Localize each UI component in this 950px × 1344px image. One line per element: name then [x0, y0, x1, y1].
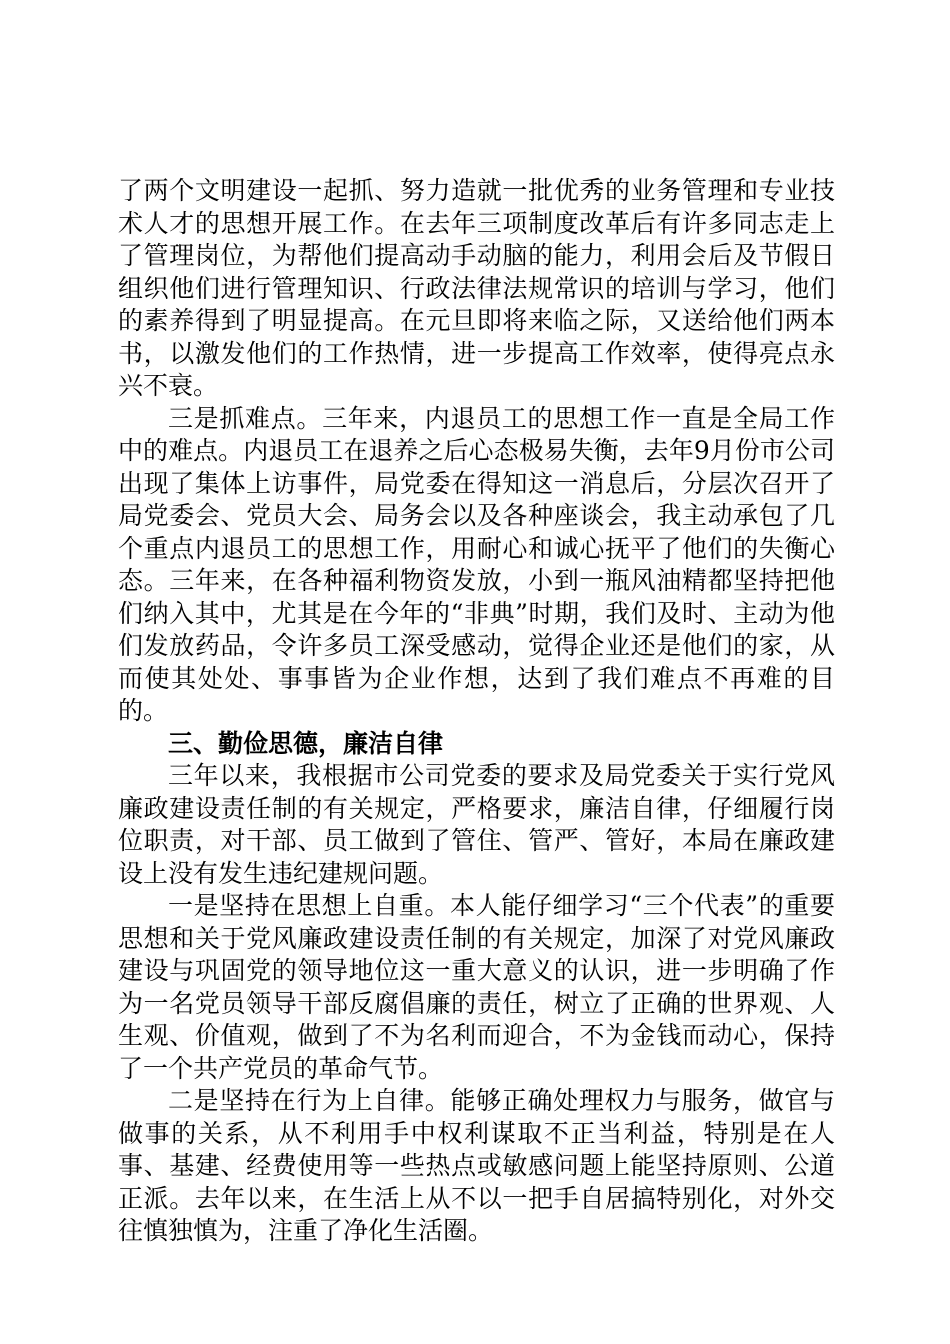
paragraph-difficult-points: 三是抓难点。三年来，内退员工的思想工作一直是全局工作中的难点。内退员工在退养之后心态极易失衡，去年9月份市公司出现了集体上访事件，局党委在得知这一消息后，分层次召开了局党委会、党员大会、局务会以及各种座谈会，我主动承包了几个重点内退员工的思想工作，用耐心和诚心抚平了他们的失衡心态。三年来，在各种福利物资发放，小到一瓶风油精都坚持把他们纳入其中，尤其是在今年的“非典”时期，我们及时、主动为他们发放药品，令许多员工深受感动，觉得企业还是他们的家，从而使其处处、事事皆为企业作想，达到了我们难点不再难的目的。 [118, 403, 835, 725]
paragraph-continuation: 了两个文明建设一起抓、努力造就一批优秀的业务管理和专业技术人才的思想开展工作。在去年三项制度改革后有许多同志走上了管理岗位，为帮他们提高动手动脑的能力，利用会后及节假日组织他们进行管理知识、行政法律法规常识的培训与学习，他们的素养得到了明显提高。在元旦即将来临之际，又送给他们两本书，以激发他们的工作热情，进一步提高工作效率，使得亮点永兴不衰。 [118, 176, 835, 400]
paragraph-self-respect: 一是坚持在思想上自重。本人能仔细学习“三个代表”的重要思想和关于党风廉政建设责任制的有关规定，加深了对党风廉政建设与巩固党的领导地位这一重大意义的认识，进一步明确了作为一名党员领导干部反腐倡廉的责任，树立了正确的世界观、人生观、价值观，做到了不为名利而迎合，不为金钱而动心，保持了一个共产党员的革命气节。 [118, 891, 835, 1083]
paragraph-section-intro: 三年以来，我根据市公司党委的要求及局党委关于实行党风廉政建设责任制的有关规定，严格要求，廉洁自律，仔细履行岗位职责，对干部、员工做到了管住、管严、管好，本局在廉政建设上没有发生违纪建规问题。 [118, 761, 835, 888]
paragraph-self-discipline: 二是坚持在行为上自律。能够正确处理权力与服务，做官与做事的关系，从不利用手中权利谋取不正当利益，特别是在人事、基建、经费使用等一些热点或敏感问题上能坚持原则、公道正派。去年以来，在生活上从不以一把手自居搞特别化，对外交往慎独慎为，注重了净化生活圈。 [118, 1086, 835, 1245]
section-heading: 三、勤俭思德，廉洁自律 [168, 728, 444, 758]
document-body [118, 175, 835, 1248]
